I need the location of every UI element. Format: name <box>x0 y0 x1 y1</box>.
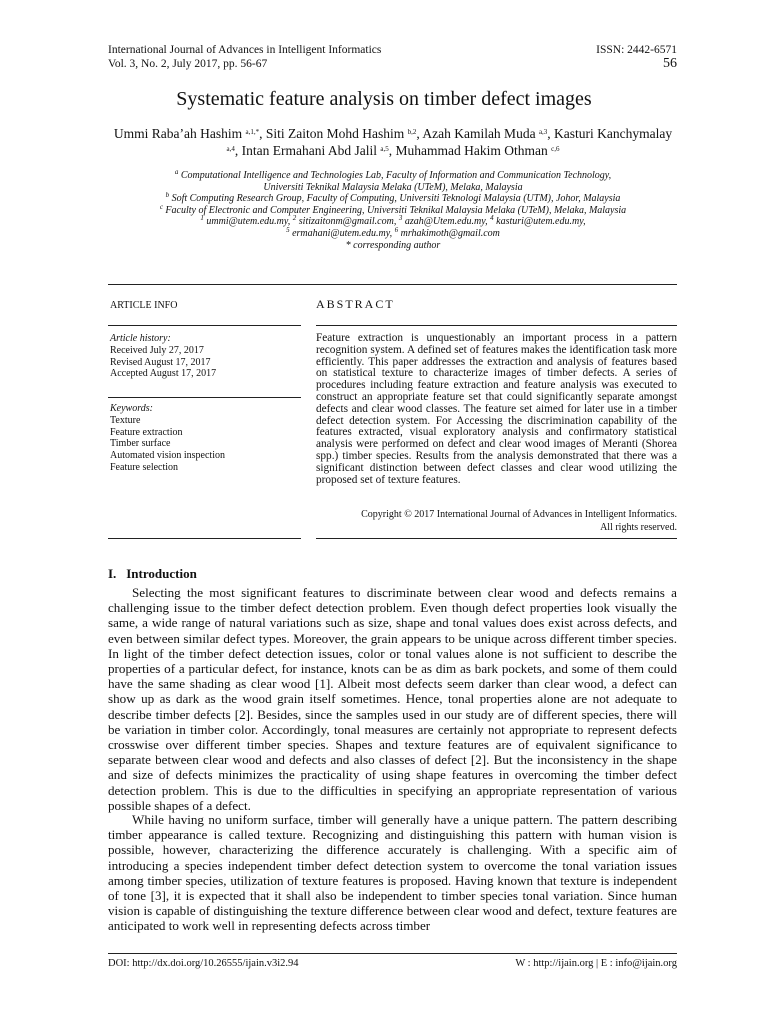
paragraph-1: Selecting the most significant features to discriminate between clear wood and defects remains a challenging issue to the timber defect detection problem. Even though defect properties look visually the same, a wide range of natural variations such as size, shape and tonal values does exist across defects, and even between similar defect types. Moreover, the grain appears to be unique across different timber species. In light of the timber defect detection issues, color or tonal values alone is not sufficient to describe the properties of a particular defect, for instance, knots can be as dim as bark pockets, and some of them could have the same shading as clear wood [1]. Albeit most defects seem darker than clear wood, a defect can show up as dark as the wood grain itself sometimes. Hence, tonal properties alone are not adequate to describe timber defects [2]. Besides, since the samples used in our study are of different species, there will be variation in timber color. Accordingly, tonal measures are certainly not appropriate to represent defects crosswise over different timber species. Shapes and texture features are of equivalent significance to separate between clear wood and defects and also classes of defect [2]. But the inconsistency in the shape and size of defects minimizes the practicality of using shape features in overcoming the timber defect detection problem. This is due to the difficulties in specifying an appropriate representation of various possible shapes of a defect. <box>108 585 677 813</box>
author-name: Muhammad Hakim Othman <box>395 143 548 158</box>
article-info-heading: ARTICLE INFO <box>110 300 178 311</box>
copyright-block <box>361 508 677 534</box>
keywords-label: Keywords: <box>110 403 153 414</box>
author-name: Azah Kamilah Muda <box>422 126 536 141</box>
abstract-text: Feature extraction is unquestionably an important process in a pattern recognition system. A defined set of features makes the identification task more efficiently. This paper addresses the extraction and analysis of features based on statistical texture to characterize images of timber defects. A series of procedures including feature extraction and feature analysis was executed to construct an appropriate feature set that could significantly separate amongst defects and clear wood classes. The feature set aimed for later use in a timber defect detection system. For Accessing the discrimination capability of the features extracted, visual exploratory analysis and confirmatory statistical analysis were performed on defect and clear wood images of Meranti (Shorea spp.) timber species. Results from the analysis demonstrated that there was a significant distinction between defect classes and clear wood utilizing the proposed set of texture features. <box>316 332 677 486</box>
affiliation-sup: b <box>165 191 170 200</box>
journal-header <box>108 43 381 71</box>
keyword-item: Texture <box>110 414 141 426</box>
affiliation-text: Computational Intelligence and Technologies Lab, Faculty of Information and Communication Technology, <box>180 170 612 181</box>
email-text: sitizaitonm@gmail.com, <box>298 216 399 228</box>
affiliations <box>110 170 676 251</box>
history-list <box>110 345 216 380</box>
copyright: Copyright © 2017 International Journal of Advances in Intelligent Informatics. <box>361 509 677 520</box>
email-line <box>110 225 676 240</box>
email-text: mrhakimoth@gmail.com <box>400 227 500 239</box>
author-name: Siti Zaiton Mohd Hashim <box>265 126 405 141</box>
email-sup: 4 <box>490 214 494 223</box>
keywords-rule <box>108 397 301 398</box>
abstract-rule <box>316 325 677 326</box>
author-sup: a,1,* <box>245 128 260 136</box>
author-sup: b,2 <box>407 128 417 136</box>
affiliation-sup: c <box>159 202 163 211</box>
keyword-item: Automated vision inspection <box>110 450 225 462</box>
section-number: I. <box>108 566 117 581</box>
bottom-rule-left <box>108 538 301 539</box>
article-history <box>110 333 216 380</box>
email-sup: 6 <box>394 225 399 234</box>
issn: ISSN: 2442-6571 <box>596 44 677 56</box>
email-text: kasturi@utem.edu.my, <box>496 216 586 228</box>
author-sep: , <box>234 143 242 158</box>
email-text: azah@Utem.edu.my, <box>404 216 491 228</box>
author-sup: a,5 <box>380 145 389 153</box>
keyword-item: Feature selection <box>110 461 179 473</box>
keyword-item: Timber surface <box>110 438 171 450</box>
affiliation-line <box>110 193 676 205</box>
section-title: Introduction <box>126 566 197 581</box>
paragraph-2: While having no uniform surface, timber will generally have a unique pattern. The pattern describing timber appearance is called texture. Recognizing and distinguishing this pattern with human vision is possible, however, characterizing the difference accurately is challenging. With a specific aim of introducing a species independent timber defect detection system to overcome the tonal variation issues among timber species, utilization of texture features is proposed. Having known that texture is independent of tone [3], it is expected that it shall also be independent to timber species tonal variation. Since human vision is capable of distinguishing the texture difference between clear wood and defect, texture features are anticipated to work well in representing defects across timber <box>108 812 677 934</box>
author-name: Ummi Raba’ah Hashim <box>113 126 243 141</box>
page-number: 56 <box>663 56 677 71</box>
author-list <box>110 125 676 159</box>
keywords <box>110 403 225 474</box>
section-heading <box>108 566 197 582</box>
doi-link[interactable]: DOI: http://dx.doi.org/10.26555/ijain.v3i2.94 <box>108 958 299 969</box>
affiliation-line <box>110 182 676 194</box>
author-name: Kasturi Kanchymalay <box>554 126 673 141</box>
affiliation-text: Universiti Teknikal Malaysia Melaka (UTeM), Melaka, Malaysia <box>263 181 523 193</box>
history-item: Accepted August 17, 2017 <box>110 368 217 380</box>
author-sup: c,6 <box>551 145 560 153</box>
affiliation-text: Faculty of Electronic and Computer Engineering, Universiti Teknikal Malaysia Melaka (UTeM), Melaka, Malaysia <box>165 204 627 216</box>
contact-links[interactable]: W : http://ijain.org | E : info@ijain.org <box>515 958 677 969</box>
affiliation-sup: a <box>174 168 179 176</box>
abstract-heading: ABSTRACT <box>316 297 395 311</box>
author-sep: , <box>259 126 266 141</box>
history-item: Received July 27, 2017 <box>110 344 204 356</box>
author-sep: , <box>416 126 423 141</box>
email-text: ermahani@utem.edu.my, <box>292 227 395 239</box>
paper-title: Systematic feature analysis on timber defect images <box>176 88 592 110</box>
footer-rule <box>108 953 677 954</box>
author-sep: , <box>547 126 555 141</box>
email-line <box>110 216 676 228</box>
email-sup: 5 <box>286 225 290 234</box>
article-info-rule <box>108 325 301 326</box>
rights: All rights reserved. <box>600 522 677 533</box>
keyword-list <box>110 415 225 474</box>
journal-name: International Journal of Advances in Intelligent Informatics <box>108 44 382 56</box>
email-sup: 3 <box>398 214 403 223</box>
author-name: Intan Ermahani Abd Jalil <box>241 143 377 158</box>
corresponding-author: * corresponding author <box>345 239 441 251</box>
affiliation-line <box>110 202 676 217</box>
header-right <box>596 43 677 71</box>
affiliation-text: Soft Computing Research Group, Faculty of Computing, Universiti Teknologi Malaysia (UTM), Johor, Malaysia <box>171 193 621 205</box>
author-sup: a,4 <box>226 145 235 153</box>
email-sup: 2 <box>292 214 297 223</box>
email-sup: 1 <box>200 214 204 223</box>
keyword-item: Feature extraction <box>110 426 183 438</box>
journal-volume: Vol. 3, No. 2, July 2017, pp. 56-67 <box>108 58 268 70</box>
affiliation-line <box>110 170 676 182</box>
email-text: ummi@utem.edu.my, <box>206 216 293 228</box>
history-label: Article history: <box>110 333 171 344</box>
author-sep: , <box>388 143 396 158</box>
bottom-rule-right <box>316 538 677 539</box>
top-rule <box>108 284 677 285</box>
author-sup: a,3 <box>538 128 548 136</box>
history-item: Revised August 17, 2017 <box>110 356 211 368</box>
